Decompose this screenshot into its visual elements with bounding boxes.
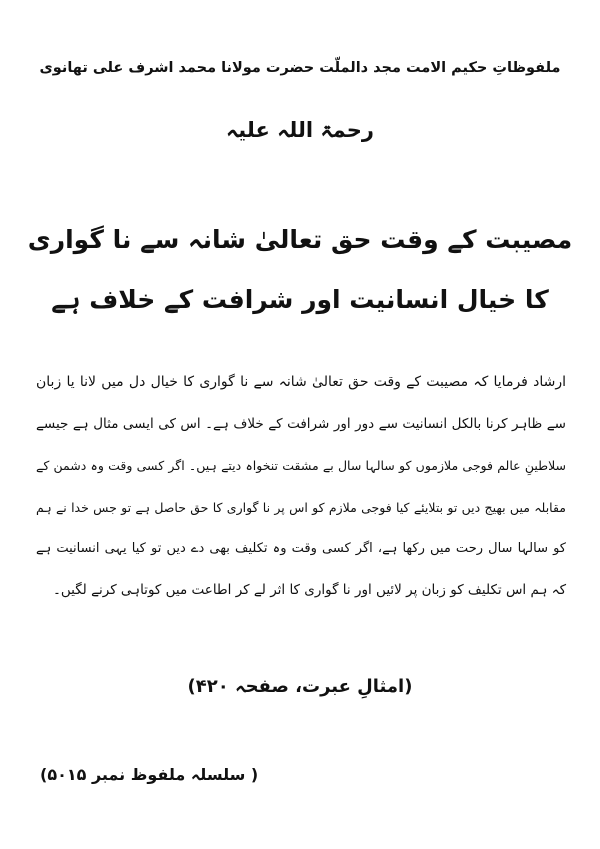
body-line-6: کہ ہم اس تکلیف کو زبان پر لائیں اور نا گواری کا اثر لے کر اطاعت میں کوتاہی کرنے لگیں۔ (52, 581, 566, 598)
article-heading-line-2: کا خیال انسانیت اور شرافت کے خلاف ہے (51, 285, 549, 314)
source-reference: (امثالِ عبرت، صفحہ ۴۲۰) (187, 676, 413, 697)
body-line-3: سلاطینِ عالم فوجی ملازموں کو سالہا سال بے مشقت تنخواہ دیتے ہیں۔ اگر کسی وقت وہ دشمن کے (36, 458, 566, 473)
body-line-1: ارشاد فرمایا کہ مصیبت کے وقت حق تعالیٰ شانہ سے نا گواری کا خیال دل میں لانا یا زبان (36, 374, 566, 390)
article-body (36, 362, 566, 611)
body-line-2: سے ظاہر کرنا بالکل انسانیت سے دور اور شرافت کے خلاف ہے۔ اس کی ایسی مثال ہے جیسے (36, 415, 566, 432)
body-line-4: مقابلہ میں بھیج دیں تو بتلایئے کیا فوجی ملازم کو اس پر نا گواری کا حق حاصل ہے تو جس خدا نے ہم (36, 499, 566, 515)
document-header-title: ملفوظاتِ حکیم الامت مجد دالملّت حضرت مولانا محمد اشرف علی تھانوی (39, 60, 561, 76)
article-heading (0, 210, 600, 330)
document-header-subtitle: رحمۃ اللہ علیہ (226, 118, 374, 142)
series-number: ( سلسلہ ملفوظ نمبر ۵۰۱۵) (40, 765, 259, 784)
body-line-5: کو سالہا سال رحت میں رکھا ہے، اگر کسی وقت وہ تکلیف بھی دے دیں تو کیا یہی انسانیت ہے (36, 541, 566, 556)
article-heading-line-1: مصیبت کے وقت حق تعالیٰ شانہ سے نا گواری (27, 225, 573, 254)
